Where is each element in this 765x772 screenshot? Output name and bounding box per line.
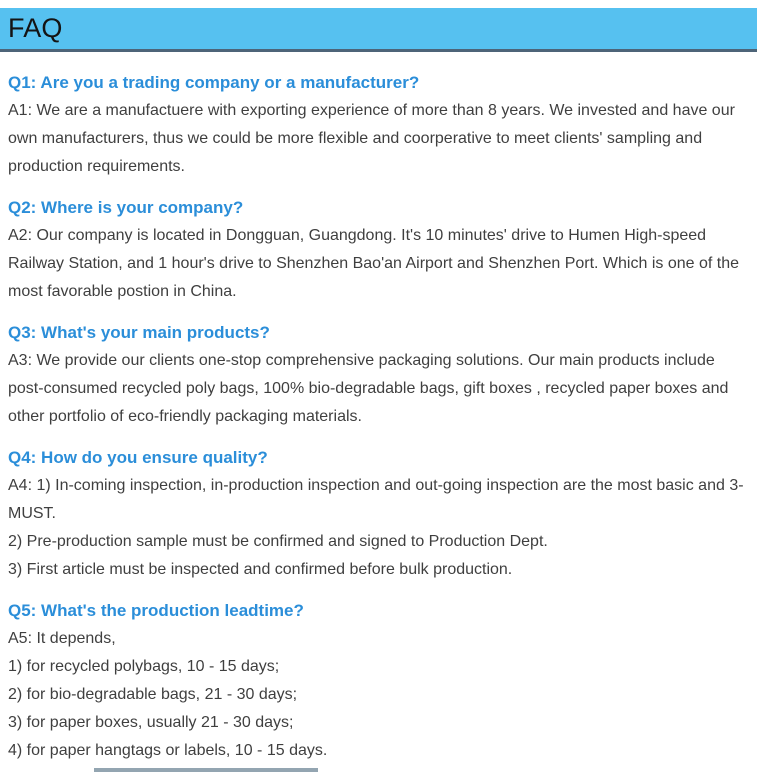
faq-item xyxy=(8,597,753,765)
faq-answer xyxy=(8,472,753,584)
faq-answer xyxy=(8,347,753,431)
faq-question: Q2: Where is your company? xyxy=(8,198,244,217)
faq-answer-line: A1: We are a manufactuere with exporting experience of more than 8 years. We invested and have our own manufacturers, thus we could be more flexible and coorperative to meet clients' sampling and production requirements. xyxy=(8,102,735,175)
faq-question: Q5: What's the production leadtime? xyxy=(8,601,304,620)
faq-answer-line: A2: Our company is located in Dongguan, Guangdong. It's 10 minutes' drive to Humen High-speed Railway Station, and 1 hour's drive to Shenzhen Bao'an Airport and Shenzhen Port. Which is one of the most favorable postion in China. xyxy=(8,227,739,300)
faq-answer-line: 1) for recycled polybags, 10 - 15 days; xyxy=(8,658,280,675)
faq-question: Q4: How do you ensure quality? xyxy=(8,448,268,467)
faq-item xyxy=(8,69,753,181)
faq-header-bar xyxy=(0,8,757,52)
faq-answer-line: 2) for bio-degradable bags, 21 - 30 days; xyxy=(8,686,298,703)
page-title: FAQ xyxy=(8,13,63,43)
faq-item xyxy=(8,444,753,584)
faq-list xyxy=(8,69,753,765)
next-section-partial xyxy=(94,768,318,772)
faq-content xyxy=(0,52,765,772)
faq-question: Q3: What's your main products? xyxy=(8,323,270,342)
faq-item xyxy=(8,319,753,431)
faq-answer-line: 4) for paper hangtags or labels, 10 - 15 days. xyxy=(8,742,328,759)
faq-answer xyxy=(8,625,753,765)
faq-answer xyxy=(8,222,753,306)
faq-answer-line: A3: We provide our clients one-stop comprehensive packaging solutions. Our main products include post-consumed recycled poly bags, 100% bio-degradable bags, gift boxes , recycled paper boxes and other portfolio of eco-friendly packaging materials. xyxy=(8,352,729,425)
faq-answer-line: A5: It depends, xyxy=(8,630,116,647)
faq-question: Q1: Are you a trading company or a manufacturer? xyxy=(8,73,420,92)
faq-item xyxy=(8,194,753,306)
faq-answer xyxy=(8,97,753,181)
faq-answer-line: A4: 1) In-coming inspection, in-production inspection and out-going inspection are the most basic and 3-MUST. xyxy=(8,477,744,522)
faq-answer-line: 2) Pre-production sample must be confirmed and signed to Production Dept. xyxy=(8,533,548,550)
faq-answer-line: 3) for paper boxes, usually 21 - 30 days; xyxy=(8,714,294,731)
faq-answer-line: 3) First article must be inspected and confirmed before bulk production. xyxy=(8,561,513,578)
